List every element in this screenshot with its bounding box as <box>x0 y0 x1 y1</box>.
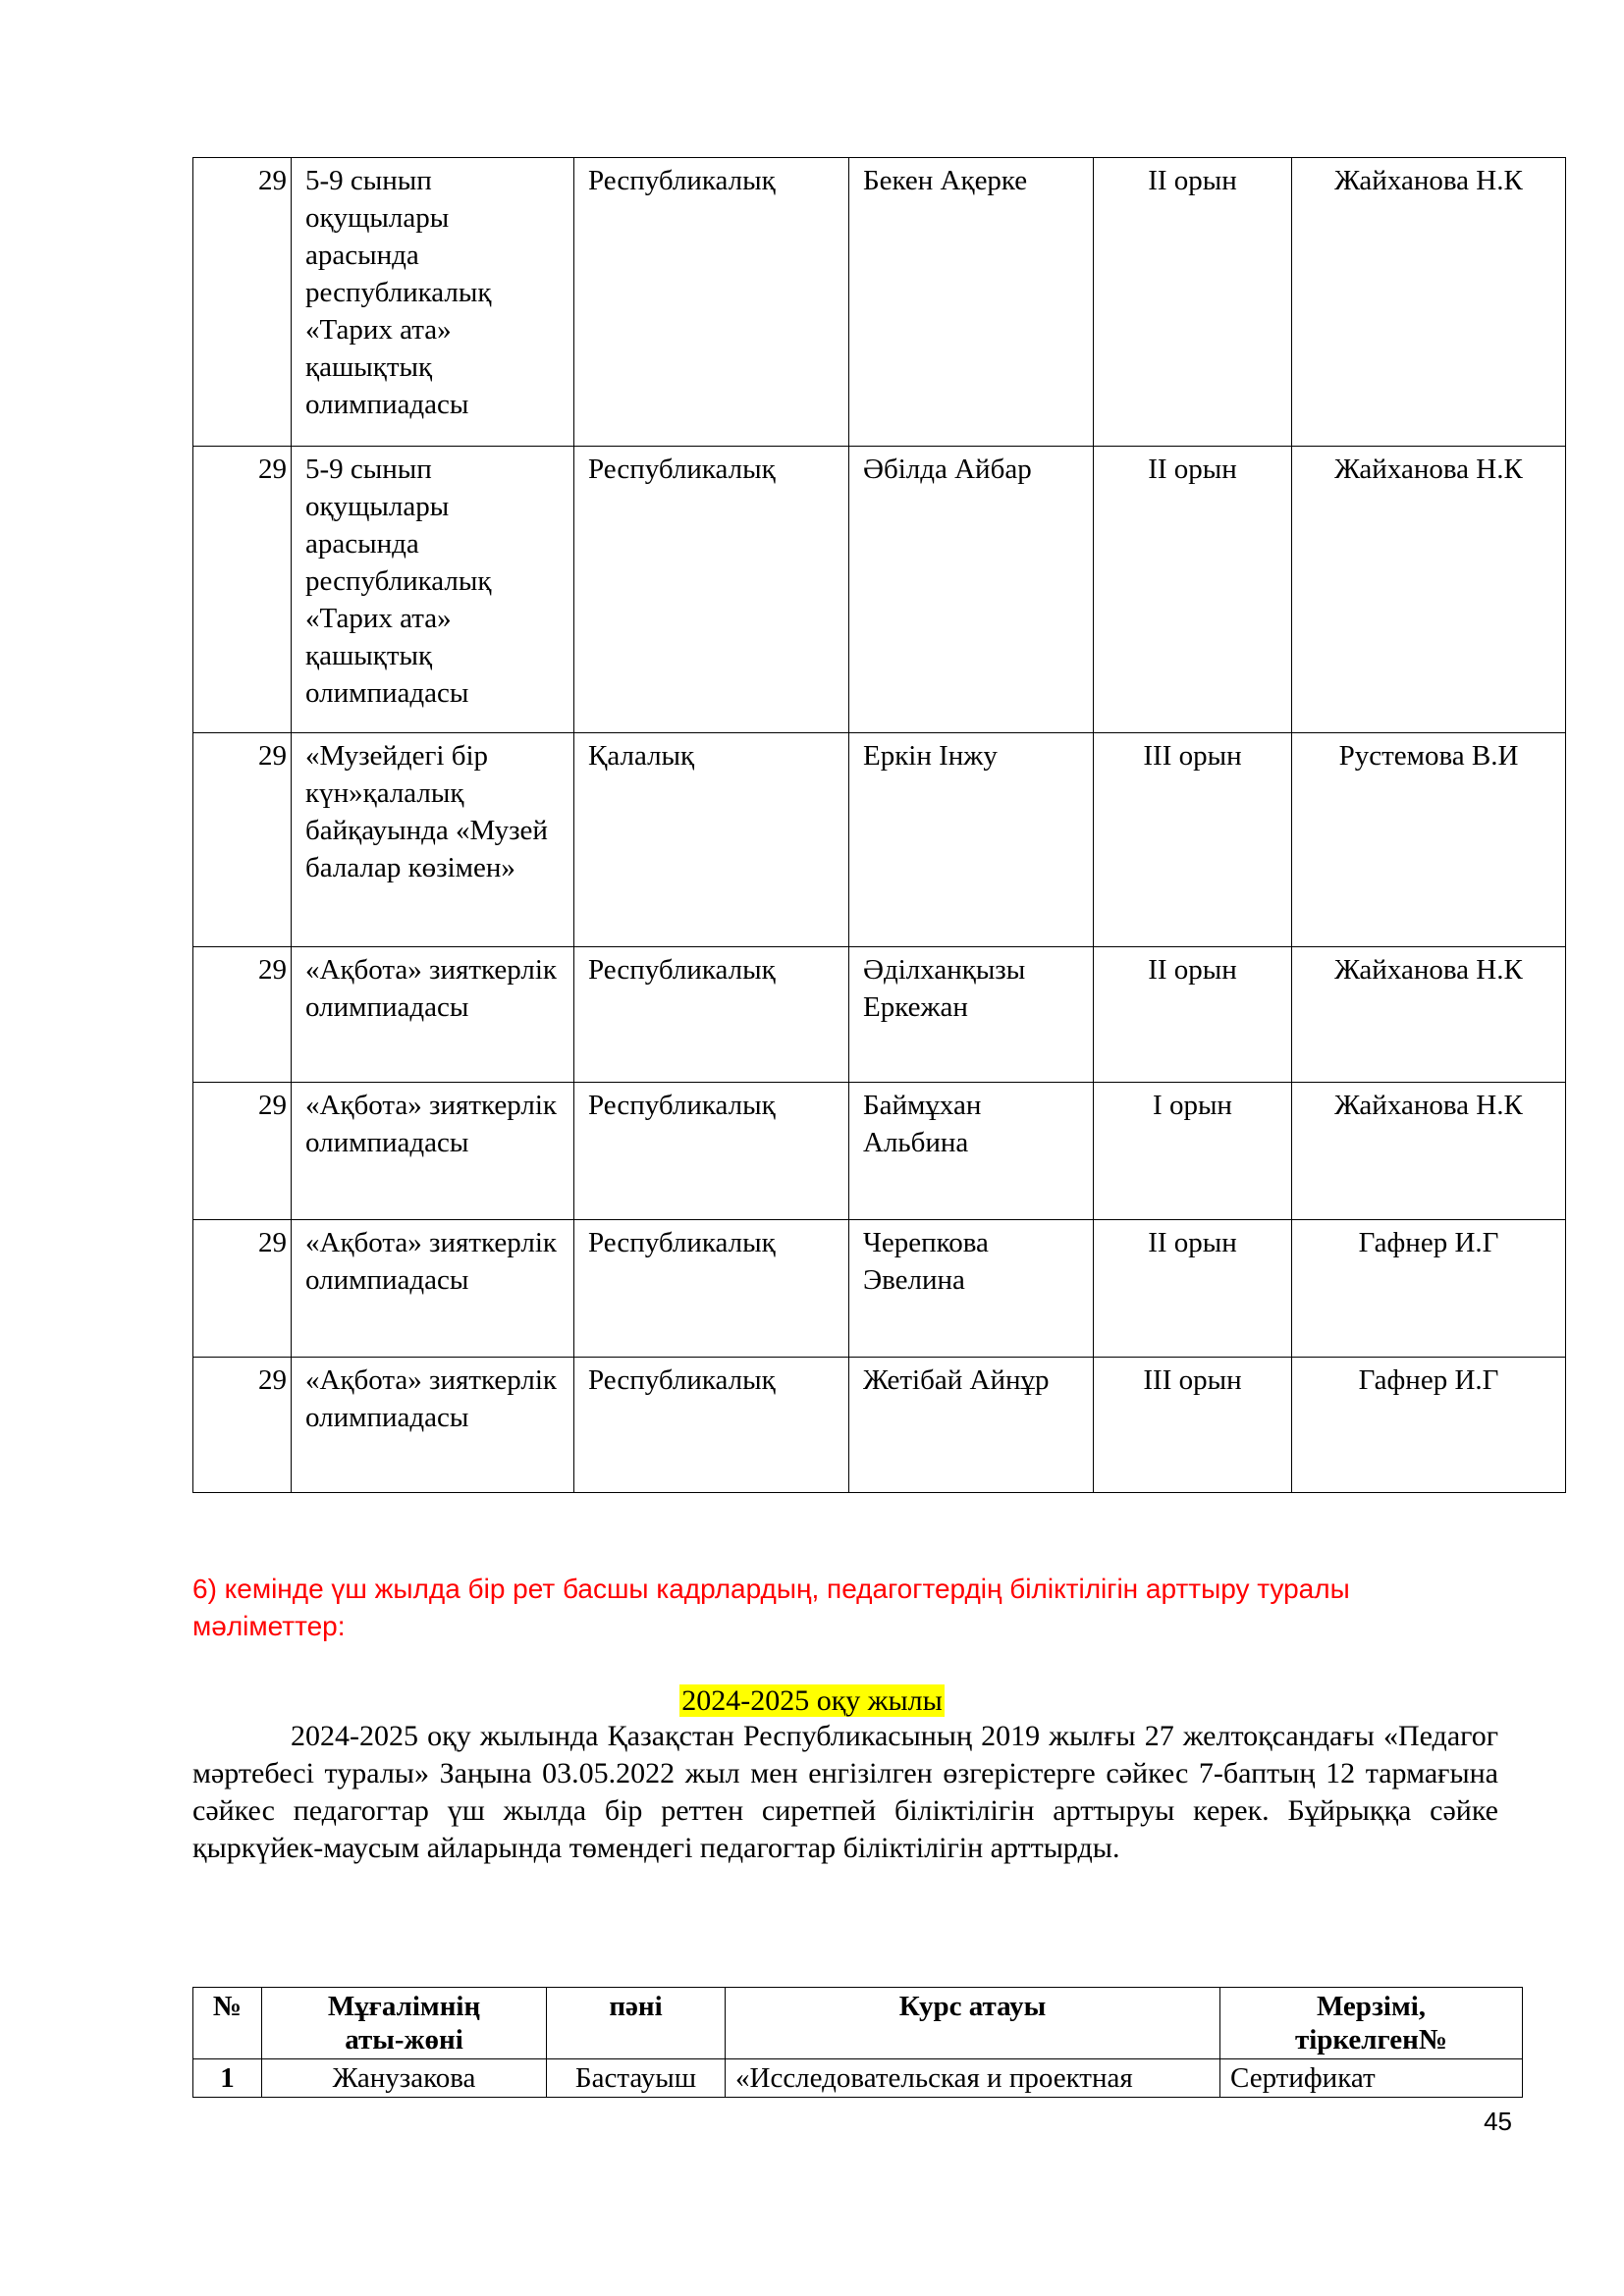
student-name: Әбілда Айбар <box>849 447 1094 733</box>
body-paragraph: 2024-2025 оқу жылында Қазақстан Республикасының 2019 жылғы 27 желтоқсандағы «Педагог мәртебесі туралы» Заңына 03.05.2022 жыл мен енгізілген өзгерістерге сәйкес 7-баптың 12 тармағына сәйкес педагогтар үш жылда бір реттен сиретпей біліктілігін арттыруы керек. Бұйрыққа сәйке қыркүйек-маусым айларында төмендегі педагогтар біліктілігін арттырды. <box>192 1720 1498 1864</box>
table-row <box>193 2059 1523 2098</box>
row-number: 29 <box>193 1083 292 1220</box>
competition-level: Республикалық <box>574 158 849 447</box>
header-subject: пәні <box>547 1988 726 2059</box>
teacher-name: Жайханова Н.К <box>1292 947 1566 1083</box>
awards-table <box>192 157 1566 1493</box>
event-name: 5-9 сынып оқущылары арасында республикалық «Тарих ата» қашықтық олимпиадасы <box>292 447 574 733</box>
academic-year-highlight: 2024-2025 оқу жылы <box>681 1684 943 1717</box>
event-name: «Ақбота» зияткерлік олимпиадасы <box>292 1220 574 1358</box>
header-term-line1: Мерзімі, <box>1316 1991 1427 2022</box>
row-number: 29 <box>193 947 292 1083</box>
header-teacher-line2: аты-жөні <box>345 2024 463 2056</box>
event-name: «Ақбота» зияткерлік олимпиадасы <box>292 947 574 1083</box>
teacher-name: Жайханова Н.К <box>1292 158 1566 447</box>
place-awarded: ІІІ орын <box>1094 733 1292 947</box>
competition-level: Республикалық <box>574 1358 849 1493</box>
place-awarded: І орын <box>1094 1083 1292 1220</box>
student-name: Жетібай Айнұр <box>849 1358 1094 1493</box>
row-number: 29 <box>193 1220 292 1358</box>
competition-level: Республикалық <box>574 447 849 733</box>
teacher-name: Жайханова Н.К <box>1292 1083 1566 1220</box>
row-number: 29 <box>193 447 292 733</box>
event-name: «Ақбота» зияткерлік олимпиадасы <box>292 1358 574 1493</box>
row-number: 29 <box>193 1358 292 1493</box>
row-number: 29 <box>193 158 292 447</box>
table-row <box>193 733 1566 947</box>
table-row <box>193 1083 1566 1220</box>
student-name: Баймұхан Альбина <box>849 1083 1094 1220</box>
course-row-number: 1 <box>193 2059 262 2098</box>
student-name: Еркін Інжу <box>849 733 1094 947</box>
page-number: 45 <box>1484 2107 1512 2136</box>
event-name: 5-9 сынып оқущылары арасында республикалық «Тарих ата» қашықтық олимпиадасы <box>292 158 574 447</box>
competition-level: Республикалық <box>574 947 849 1083</box>
header-course: Курс атауы <box>726 1988 1220 2059</box>
teacher-name: Жайханова Н.К <box>1292 447 1566 733</box>
section-heading: 6) кемінде үш жылда бір рет басшы кадрлардың, педагогтердің біліктілігін арттыру туралы мәліметтер: <box>192 1574 1350 1641</box>
table-row <box>193 1220 1566 1358</box>
teacher-name: Гафнер И.Г <box>1292 1358 1566 1493</box>
course-subject: Бастауыш <box>547 2059 726 2098</box>
place-awarded: ІІ орын <box>1094 947 1292 1083</box>
table-row <box>193 947 1566 1083</box>
course-term: Сертификат <box>1220 2059 1523 2098</box>
table-row <box>193 1358 1566 1493</box>
header-number: № <box>193 1988 262 2059</box>
teacher-name: Гафнер И.Г <box>1292 1220 1566 1358</box>
competition-level: Республикалық <box>574 1220 849 1358</box>
event-name: «Ақбота» зияткерлік олимпиадасы <box>292 1083 574 1220</box>
event-name: «Музейдегі бір күн»қалалық байқауында «Музей балалар көзімен» <box>292 733 574 947</box>
place-awarded: ІІІ орын <box>1094 1358 1292 1493</box>
table-header-row <box>193 1988 1523 2059</box>
header-teacher <box>262 1988 547 2059</box>
header-teacher-line1: Мұғалімнің <box>327 1991 481 2022</box>
student-name: Әділханқызы Еркежан <box>849 947 1094 1083</box>
courses-table <box>192 1987 1523 2098</box>
table-row <box>193 447 1566 733</box>
student-name: Бекен Ақерке <box>849 158 1094 447</box>
competition-level: Республикалық <box>574 1083 849 1220</box>
header-term <box>1220 1988 1523 2059</box>
place-awarded: ІІ орын <box>1094 447 1292 733</box>
course-title: «Исследовательская и проектная <box>726 2059 1220 2098</box>
table-row <box>193 158 1566 447</box>
place-awarded: ІІ орын <box>1094 158 1292 447</box>
row-number: 29 <box>193 733 292 947</box>
place-awarded: ІІ орын <box>1094 1220 1292 1358</box>
student-name: Черепкова Эвелина <box>849 1220 1094 1358</box>
header-term-line2: тіркелген№ <box>1294 2024 1448 2056</box>
competition-level: Қалалық <box>574 733 849 947</box>
course-teacher: Жанузакова <box>262 2059 547 2098</box>
academic-year-title <box>0 1682 1624 1720</box>
teacher-name: Рустемова В.И <box>1292 733 1566 947</box>
